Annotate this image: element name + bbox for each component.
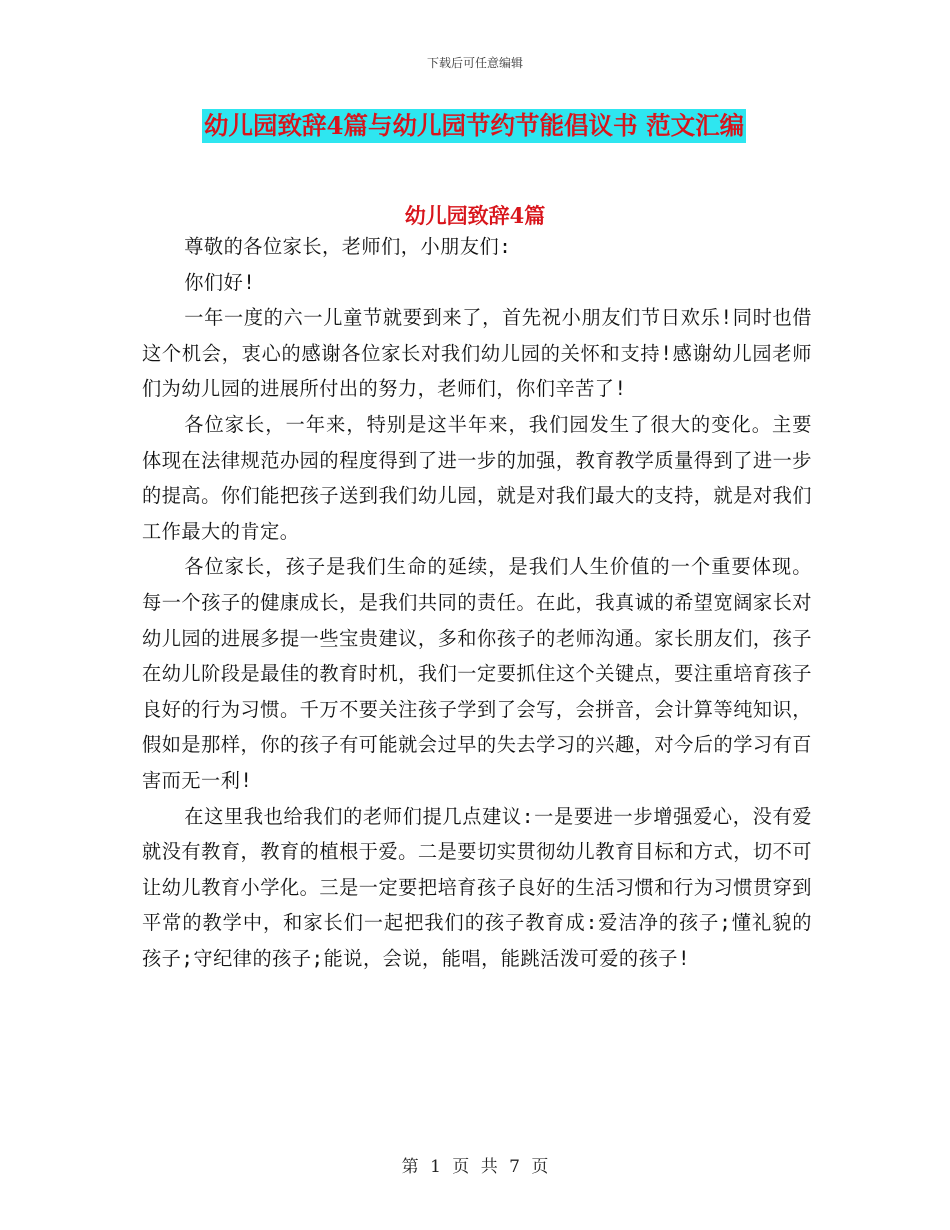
salutation-paragraph: 尊敬的各位家长，老师们，小朋友们: bbox=[184, 235, 512, 258]
body-paragraph: 各位家长，一年来，特别是这半年来，我们园发生了很大的变化。主要体现在法律规范办园的程度得到了进一步的加强，教育教学质量得到了进一步的提高。你们能把孩子送到我们幼儿园，就是对我们最大的支持，就是对我们工作最大的肯定。 bbox=[142, 412, 812, 543]
header-note: 下载后可任意编辑 bbox=[426, 56, 523, 70]
section-title: 幼儿园致辞4篇 bbox=[404, 203, 546, 228]
body-paragraph: 一年一度的六一儿童节就要到来了，首先祝小朋友们节日欢乐!同时也借这个机会，衷心的感谢各位家长对我们幼儿园的关怀和支持!感谢幼儿园老师们为幼儿园的进展所付出的努力，老师们，你们辛苦了! bbox=[142, 306, 812, 401]
document-title-container bbox=[202, 109, 746, 143]
body-paragraph: 在这里我也给我们的老师们提几点建议:一是要进一步增强爱心，没有爱就没有教育，教育的植根于爱。二是要切实贯彻幼儿教育目标和方式，切不可让幼儿教育小学化。三是一定要把培育孩子良好的生活习惯和行为习惯贯穿到平常的教学中，和家长们一起把我们的孩子教育成:爱洁净的孩子;懂礼貌的孩子;守纪律的孩子;能说，会说，能唱，能跳活泼可爱的孩子! bbox=[142, 804, 812, 970]
body-paragraph: 各位家长，孩子是我们生命的延续，是我们人生价值的一个重要体现。每一个孩子的健康成长，是我们共同的责任。在此，我真诚的希望宽阔家长对幼儿园的进展多提一些宝贵建议，多和你孩子的老师沟通。家长朋友们，孩子在幼儿阶段是最佳的教育时机，我们一定要抓住这个关键点，要注重培育孩子良好的行为习惯。千万不要关注孩子学到了会写，会拼音，会计算等纯知识，假如是那样，你的孩子有可能就会过早的失去学习的兴趣，对今后的学习有百害而无一利! bbox=[142, 555, 812, 792]
page-number-footer: 第 1 页 共 7 页 bbox=[401, 1157, 549, 1177]
document-body bbox=[142, 229, 812, 976]
greeting-paragraph: 你们好! bbox=[184, 270, 256, 294]
document-title: 幼儿园致辞4篇与幼儿园节约节能倡议书 范文汇编 bbox=[202, 109, 746, 143]
